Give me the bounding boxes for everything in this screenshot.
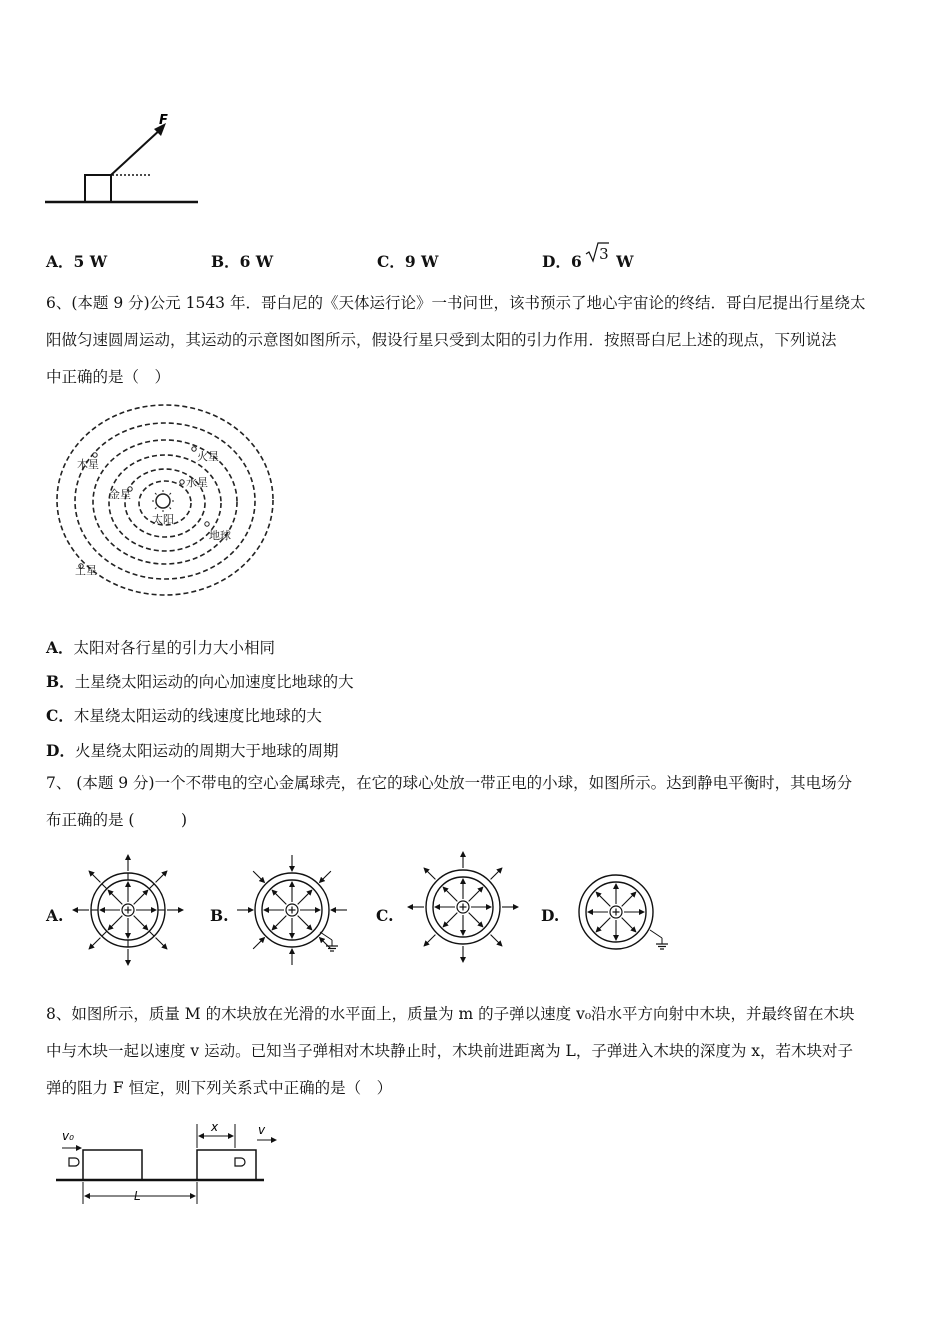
q7-option-d[interactable]: D. bbox=[541, 906, 560, 925]
planet-jupiter bbox=[93, 453, 97, 457]
q7-stem: 7、 (本题 9 分)一个不带电的空心金属球壳，在它的球心处放一带正电的小球，如图所示。达到静电平衡时，其电场分 布正确的是 ( ) bbox=[46, 774, 853, 829]
q5-option-a[interactable]: A．5 W bbox=[46, 252, 108, 271]
label-saturn: 土星 bbox=[75, 564, 97, 577]
field-diagram-b bbox=[237, 850, 357, 970]
block-final bbox=[197, 1150, 256, 1180]
q7-option-b[interactable]: B. bbox=[210, 906, 229, 925]
orbit-jupiter bbox=[75, 423, 255, 579]
label-L: L bbox=[134, 1189, 141, 1203]
q6-choice-d[interactable]: D．火星绕太阳运动的周期大于地球的周期 bbox=[46, 741, 339, 760]
force-diagram bbox=[40, 108, 210, 208]
label-mercury: 水星 bbox=[186, 476, 208, 489]
block bbox=[85, 175, 111, 202]
field-diagram-a bbox=[73, 850, 183, 970]
q6-choice-c[interactable]: C．木星绕太阳运动的线速度比地球的大 bbox=[46, 706, 322, 725]
q5-option-b[interactable]: B．6 W bbox=[211, 252, 274, 271]
solar-system-diagram bbox=[55, 402, 280, 602]
q6-stem: 6、(本题 9 分)公元 1543 年．哥白尼的《天体运行论》一书问世，该书预示了地心宇宙论的终结．哥白尼提出行星绕太 阳做匀速圆周运动，其运动的示意图如图所示，假设行星只受到太阳的引力作用．按照哥白尼上述的现点，下列说法 中正确的是（ ） bbox=[46, 294, 866, 386]
field-diagram-d bbox=[574, 870, 674, 954]
q7-option-a[interactable]: A. bbox=[46, 906, 64, 925]
label-venus: 金星 bbox=[109, 488, 131, 501]
q6-choice-a[interactable]: A．太阳对各行星的引力大小相同 bbox=[46, 638, 276, 657]
q6-choice-b[interactable]: B．土星绕太阳运动的向心加速度比地球的大 bbox=[46, 672, 354, 691]
label-earth: 地球 bbox=[209, 529, 231, 542]
q5-options bbox=[46, 246, 666, 272]
label-jupiter: 木星 bbox=[77, 458, 99, 471]
planet-earth bbox=[205, 522, 209, 526]
label-sun: 太阳 bbox=[152, 513, 174, 526]
label-v: v bbox=[258, 1123, 266, 1137]
sun bbox=[152, 490, 174, 512]
planet-mercury bbox=[180, 480, 184, 484]
planet-mars bbox=[192, 447, 196, 451]
force-arrow bbox=[111, 128, 162, 175]
label-v0: v₀ bbox=[62, 1129, 74, 1143]
bullet-initial bbox=[69, 1158, 79, 1166]
bullet-block-diagram bbox=[52, 1118, 282, 1213]
square-root: 3 bbox=[587, 245, 597, 263]
bullet-embedded bbox=[235, 1158, 245, 1166]
label-x: x bbox=[211, 1120, 219, 1134]
block-initial bbox=[83, 1150, 142, 1180]
q8-stem: 8、如图所示，质量 M 的木块放在光滑的水平面上，质量为 m 的子弹以速度 v₀沿水平方向射中木块，并最终留在木块 中与木块一起以速度 v 运动。已知当子弹相对木块静止时，木块前进距离为 L，子弹进入木块的深度为 x，若木块对子 弹的阻力 F 恒定，则下列关系式中正确的是（ ） bbox=[46, 1005, 855, 1097]
q7-option-c[interactable]: C. bbox=[376, 906, 394, 925]
field-diagram-c bbox=[407, 847, 519, 967]
force-label: F bbox=[159, 113, 168, 128]
label-mars: 火星 bbox=[197, 450, 219, 463]
q5-option-c[interactable]: C．9 W bbox=[377, 252, 439, 271]
q5-option-d[interactable]: D．6 3 W bbox=[542, 245, 634, 271]
